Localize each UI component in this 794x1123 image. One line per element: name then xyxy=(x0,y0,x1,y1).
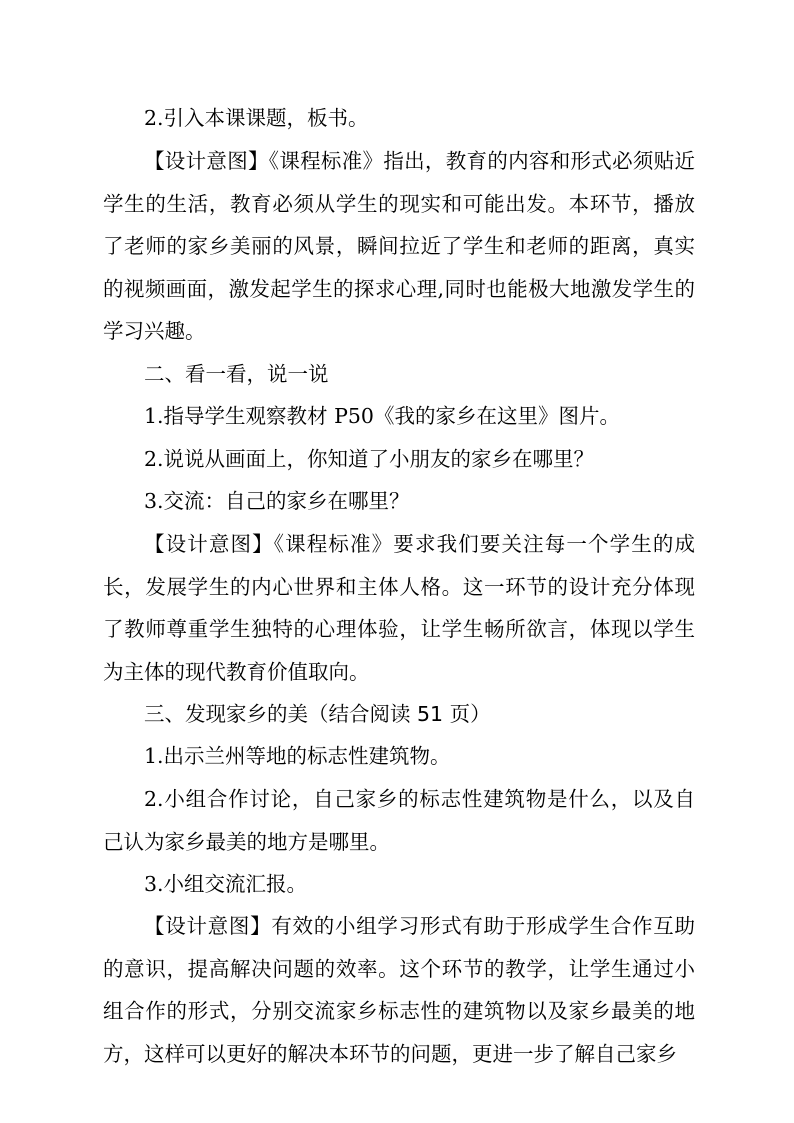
section-3-step-3: 3.小组交流汇报。 xyxy=(144,872,308,896)
section-heading-2: 二、看一看，说一说 xyxy=(144,362,329,386)
section-2-step-1: 1.指导学生观察教材 P50《我的家乡在这里》图片。 xyxy=(144,404,620,428)
design-intent-paragraph-2: 【设计意图】《课程标准》要求我们要关注每一个学生的成长，发展学生的内心世界和主体人格。这一环节的设计充分体现了教师尊重学生独特的心理体验，让学生畅所欲言，体现以学生为主体的现代教育价值取向。 xyxy=(103,532,695,684)
section-heading-3: 三、发现家乡的美（结合阅读 51 页） xyxy=(144,702,491,726)
section-3-step-1: 1.出示兰州等地的标志性建筑物。 xyxy=(144,744,451,768)
step-2-intro-topic: 2.引入本课课题，板书。 xyxy=(144,106,369,130)
section-3-step-2: 2.小组合作讨论，自己家乡的标志性建筑物是什么，以及自己认为家乡最美的地方是哪里。 xyxy=(103,787,695,854)
design-intent-paragraph-3: 【设计意图】有效的小组学习形式有助于形成学生合作互助的意识，提高解决问题的效率。这个环节的教学，让学生通过小组合作的形式，分别交流家乡标志性的建筑物以及家乡最美的地方，这样可以更好的解决本环节的问题，更进一步了解自己家乡 xyxy=(103,914,695,1066)
section-2-step-2: 2.说说从画面上，你知道了小朋友的家乡在哪里？ xyxy=(144,447,595,471)
section-2-step-3: 3.交流：自己的家乡在哪里？ xyxy=(144,489,410,513)
design-intent-paragraph-1: 【设计意图】《课程标准》指出，教育的内容和形式必须贴近学生的生活，教育必须从学生的现实和可能出发。本环节，播放了老师的家乡美丽的风景，瞬间拉近了学生和老师的距离，真实的视频画面，激发起学生的探求心理,同时也能极大地激发学生的学习兴趣。 xyxy=(103,149,695,343)
